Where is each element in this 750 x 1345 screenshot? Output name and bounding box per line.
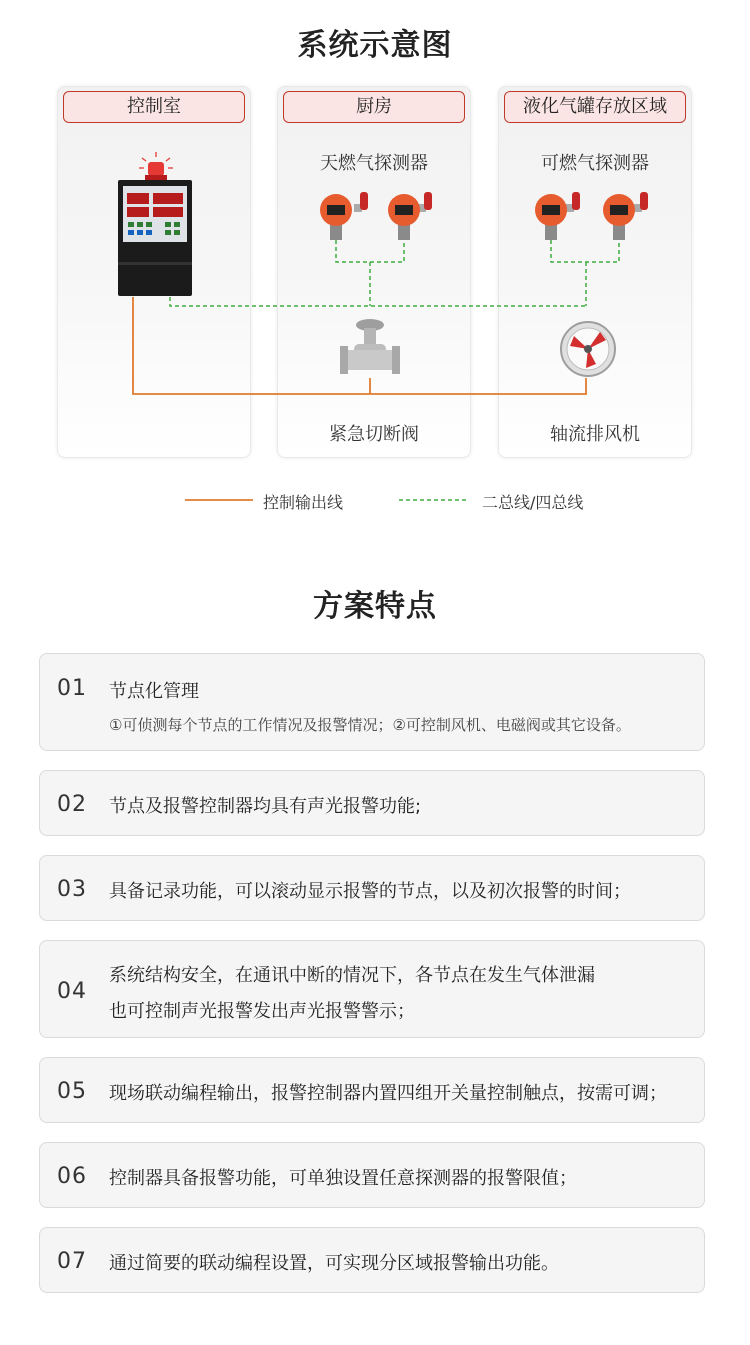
shutoff-valve-icon (340, 319, 400, 374)
feature-card-01 (39, 653, 705, 751)
legend-bus-label: 二总线/四总线 (482, 493, 584, 512)
natural-gas-detector-caption: 天燃气探测器 (320, 153, 428, 174)
features-title: 方案特点 (313, 589, 437, 624)
legend-control-output-label: 控制输出线 (263, 493, 344, 512)
feature-number: 06 (57, 1164, 87, 1189)
feature-card-04 (39, 940, 705, 1038)
gas-detector-icon-1 (320, 192, 368, 240)
feature-number: 03 (57, 877, 87, 902)
axial-fan-icon (561, 322, 615, 376)
gas-alarm-controller-icon (118, 180, 192, 296)
bus-line-network (170, 240, 619, 306)
combustible-gas-detector-caption: 可燃气探测器 (541, 153, 649, 174)
gas-detector-icon-2 (388, 192, 432, 240)
control-room-label: 控制室 (63, 91, 245, 123)
feature-number: 01 (57, 676, 87, 701)
emergency-shutoff-valve-caption: 紧急切断阀 (329, 424, 419, 445)
feature-text: 具备记录功能，可以滚动显示报警的节点，以及初次报警的时间； (109, 881, 631, 902)
feature-text-line2: 也可控制声光报警发出声光报警警示； (109, 1001, 415, 1022)
gas-detector-icon-3 (535, 192, 580, 240)
feature-number: 07 (57, 1249, 87, 1274)
feature-card-03 (39, 855, 705, 921)
axial-fan-caption: 轴流排风机 (550, 424, 640, 445)
feature-card-07 (39, 1227, 705, 1293)
feature-text: 通过简要的联动编程设置，可实现分区域报警输出功能。 (109, 1253, 559, 1274)
feature-number: 05 (57, 1079, 87, 1104)
gas-detector-icon-4 (603, 192, 648, 240)
feature-number: 02 (57, 792, 87, 817)
feature-text-line1: 系统结构安全，在通讯中断的情况下，各节点在发生气体泄漏 (109, 965, 595, 986)
feature-card-05 (39, 1057, 705, 1123)
feature-number: 04 (57, 979, 87, 1004)
diagram-drawing (0, 0, 750, 540)
feature-title: 节点化管理 (109, 681, 199, 702)
feature-card-06 (39, 1142, 705, 1208)
feature-card-02 (39, 770, 705, 836)
lpg-tank-area-label: 液化气罐存放区域 (504, 91, 686, 123)
feature-text: 控制器具备报警功能，可单独设置任意探测器的报警限值； (109, 1168, 577, 1189)
feature-detail: ①可侦测每个节点的工作情况及报警情况；②可控制风机、电磁阀或其它设备。 (109, 716, 631, 734)
kitchen-label: 厨房 (283, 91, 465, 123)
diagram-title: 系统示意图 (297, 28, 453, 63)
feature-text: 节点及报警控制器均具有声光报警功能; (109, 796, 422, 817)
alarm-beacon-icon (139, 152, 173, 180)
feature-text: 现场联动编程输出，报警控制器内置四组开关量控制触点，按需可调； (109, 1083, 667, 1104)
